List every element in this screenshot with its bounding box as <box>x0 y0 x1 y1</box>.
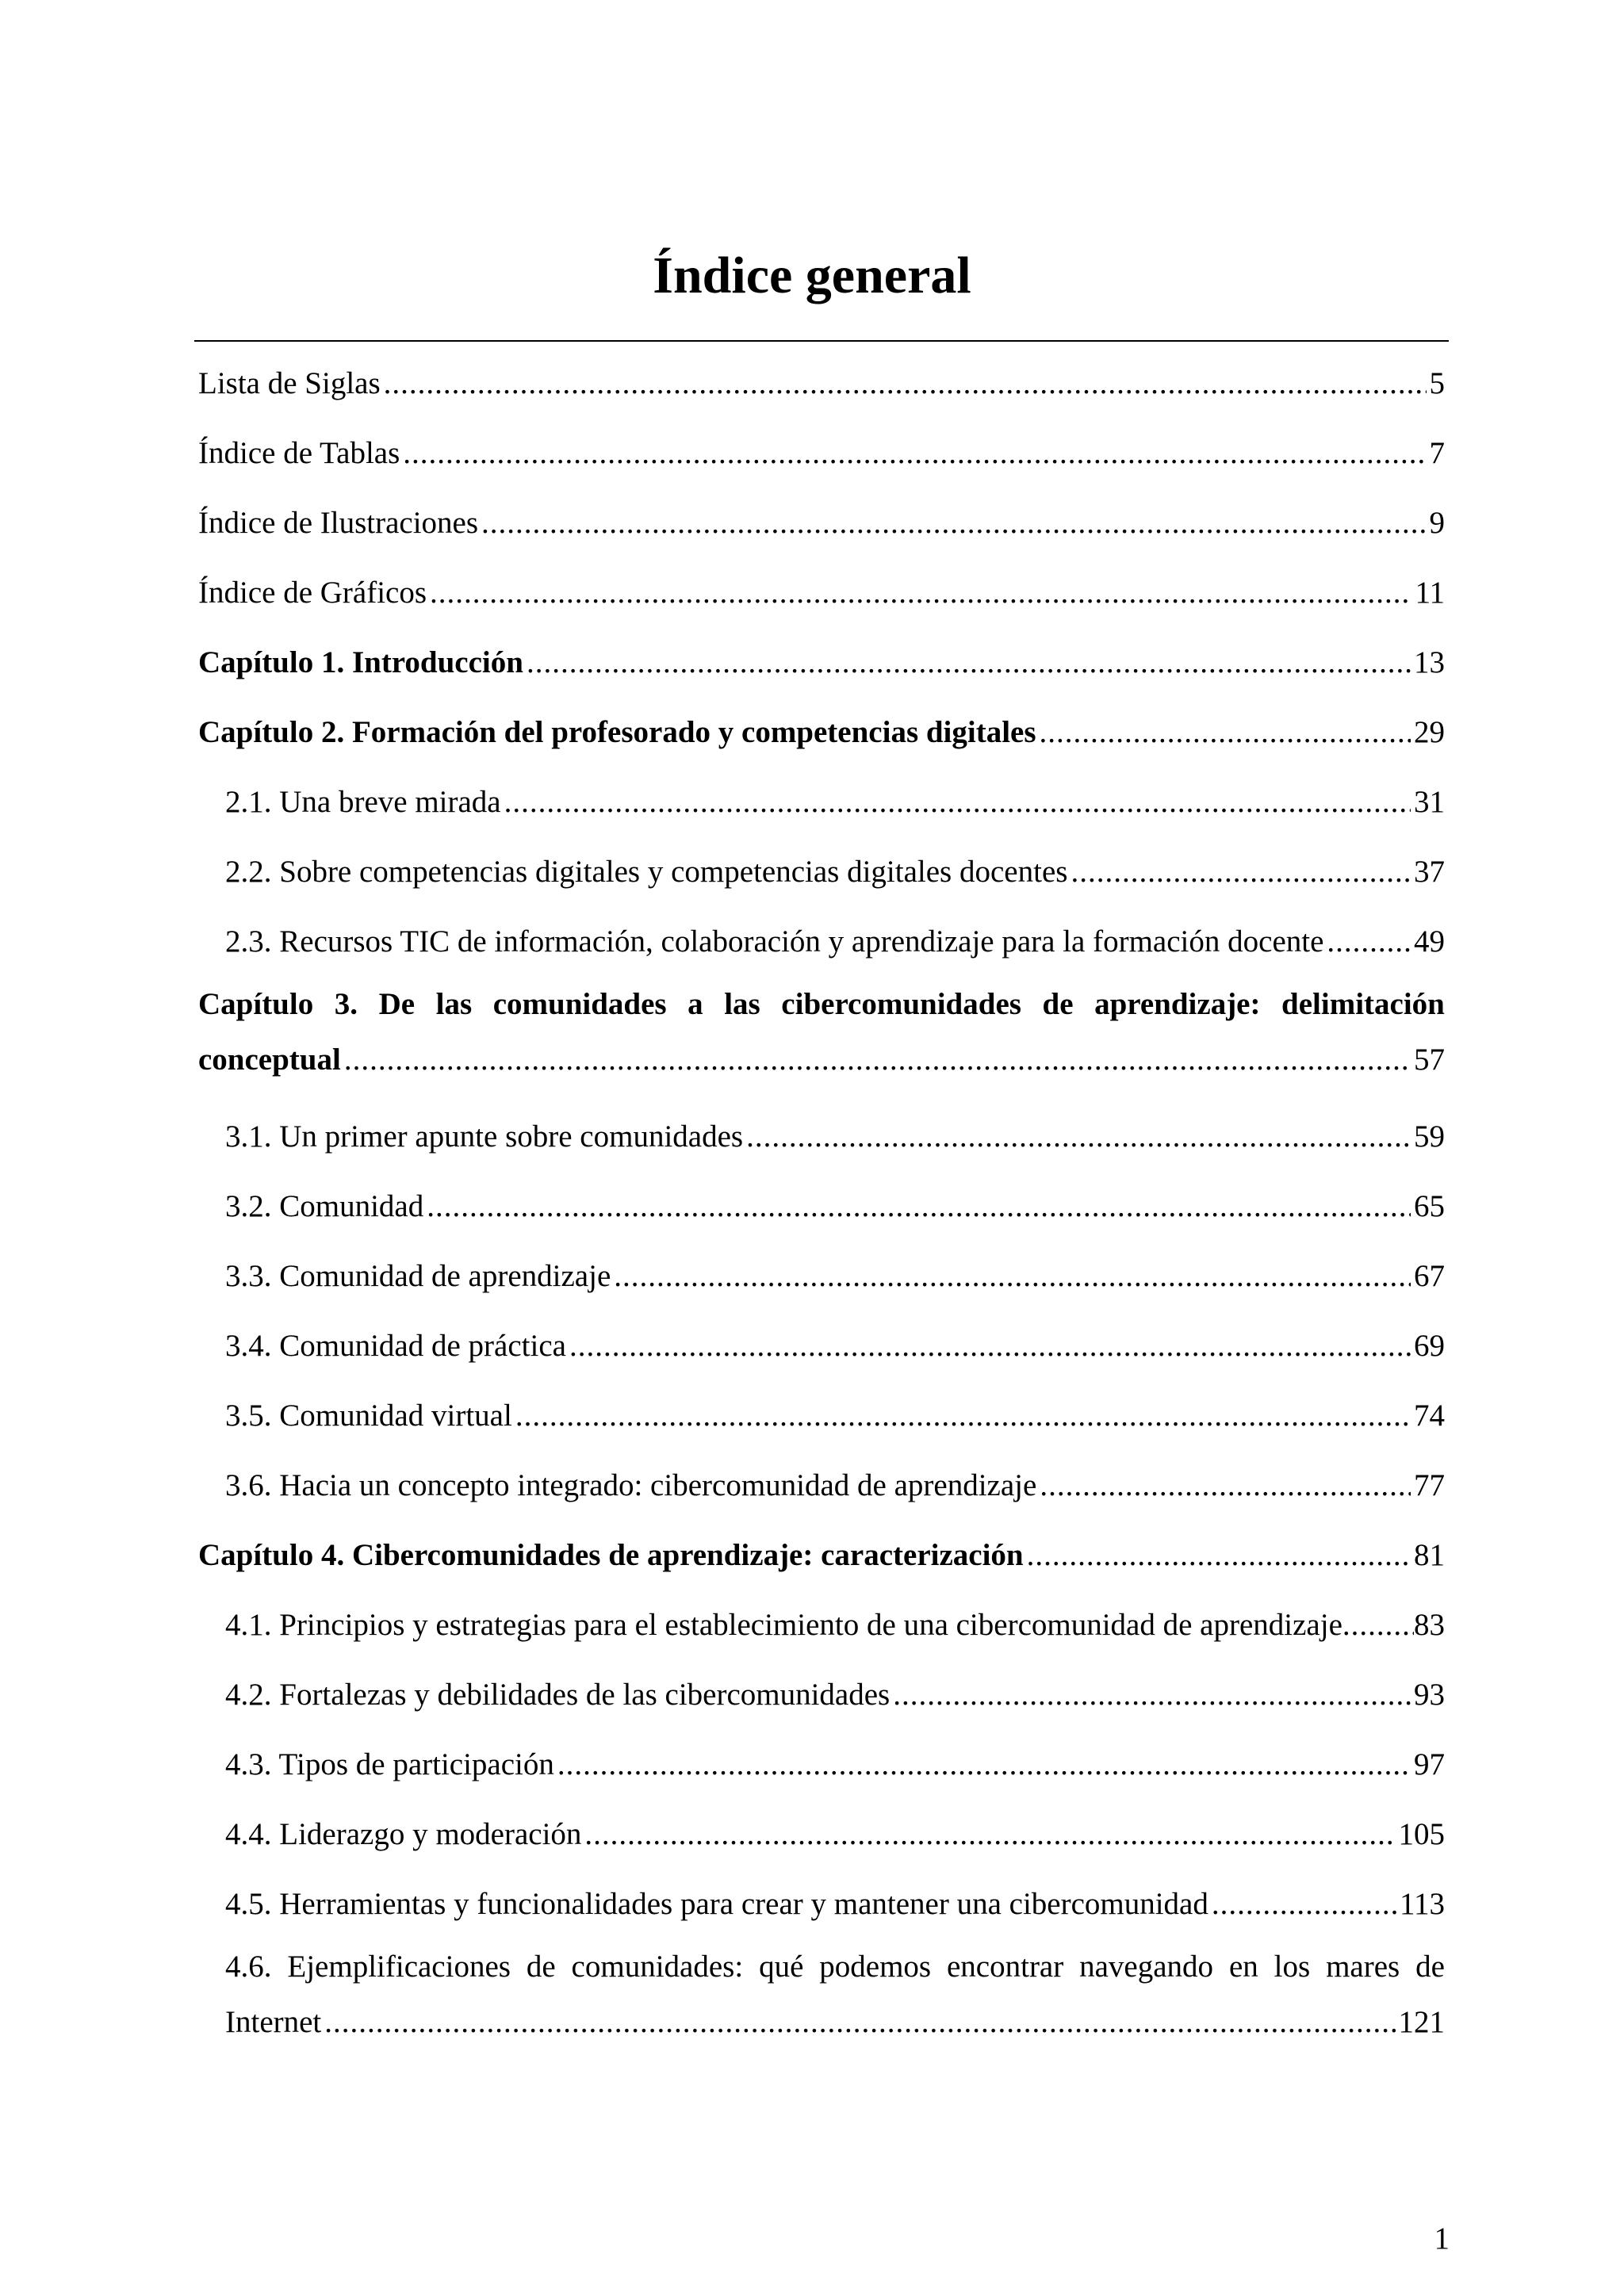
toc-page-number: 37 <box>1414 855 1445 889</box>
toc-entry-capitulo-1[interactable] <box>198 628 1445 698</box>
toc-entry-section-3-4[interactable] <box>198 1311 1445 1381</box>
toc-title-word: de <box>526 1950 556 1984</box>
page-number: 1 <box>1434 2221 1450 2256</box>
toc-entry-title: 3.4. Comunidad de práctica <box>225 1329 566 1363</box>
toc-entry-indice-de-graficos[interactable] <box>198 558 1445 628</box>
toc-title-word: mares <box>1326 1950 1400 1984</box>
toc-entry-capitulo-4[interactable] <box>198 1521 1445 1590</box>
page-title: Índice general <box>653 247 971 304</box>
toc-page-number: 5 <box>1429 366 1445 400</box>
toc-entry-section-4-4[interactable] <box>198 1800 1445 1869</box>
toc-entry-title: Lista de Siglas <box>198 366 381 400</box>
toc-page-number: 81 <box>1414 1538 1445 1572</box>
toc-page-number: 121 <box>1398 2005 1445 2039</box>
toc-dot-leader <box>481 488 1426 558</box>
toc-page-number: 49 <box>1414 924 1445 959</box>
toc-page-number: 57 <box>1414 1043 1445 1077</box>
toc-title-word: 4.6. <box>225 1950 272 1984</box>
toc-title-word: a <box>688 987 703 1021</box>
toc-title-word: las <box>435 987 473 1021</box>
toc-dot-leader <box>1040 1451 1411 1521</box>
toc-entry-title: 3.2. Comunidad <box>225 1189 424 1223</box>
toc-entry-title-line-2: Internet <box>225 2005 322 2039</box>
toc-dot-leader <box>1040 698 1411 767</box>
toc-entry-title: 3.3. Comunidad de aprendizaje <box>225 1259 611 1293</box>
toc-title-word: De <box>378 987 416 1021</box>
toc-entry-title: 4.1. Principios y estrategias para el establecimiento de una cibercomunidad de aprendizaje <box>225 1608 1342 1642</box>
toc-title-word: Ejemplificaciones <box>287 1950 511 1984</box>
toc-dot-leader <box>1327 907 1411 977</box>
toc-page-number: 69 <box>1414 1329 1445 1363</box>
toc-title-word: comunidades <box>492 987 667 1021</box>
toc-entry-section-3-6[interactable] <box>198 1451 1445 1521</box>
toc-page-number: 65 <box>1414 1189 1445 1223</box>
toc-entry-capitulo-2[interactable] <box>198 698 1445 767</box>
toc-dot-leader <box>344 1032 1411 1088</box>
toc-entry-title: 4.2. Fortalezas y debilidades de las cibercomunidades <box>225 1678 891 1712</box>
toc-entry-title: Índice de Tablas <box>198 436 400 470</box>
toc-page-number: 97 <box>1414 1747 1445 1781</box>
toc-dot-leader <box>614 1242 1411 1311</box>
toc-dot-leader <box>515 1381 1411 1451</box>
toc-entry-title: Índice de Gráficos <box>198 576 427 610</box>
toc-dot-leader <box>893 1660 1411 1730</box>
toc-title-word: en <box>1228 1950 1258 1984</box>
toc-entry-section-4-3[interactable] <box>198 1730 1445 1800</box>
toc-entry-title: 3.6. Hacia un concepto integrado: cibercomunidad de aprendizaje <box>225 1468 1037 1502</box>
toc-title-word: Capítulo <box>198 987 314 1021</box>
toc-page-number: 105 <box>1398 1817 1445 1851</box>
toc-entry-title: Capítulo 2. Formación del profesorado y competencias digitales <box>198 715 1036 749</box>
toc-entry-title: 4.3. Tipos de participación <box>225 1747 554 1781</box>
toc-page-number: 74 <box>1414 1399 1445 1433</box>
toc-title-word: las <box>724 987 760 1021</box>
toc-title-word: delimitación <box>1281 987 1445 1021</box>
toc-title-word: comunidades: <box>571 1950 744 1984</box>
toc-dot-leader <box>324 1995 1395 2050</box>
toc-title-word: de <box>1415 1950 1445 1984</box>
toc-entry-section-2-2[interactable] <box>198 837 1445 907</box>
toc-entry-section-3-5[interactable] <box>198 1381 1445 1451</box>
toc-title-word: aprendizaje: <box>1094 987 1261 1021</box>
toc-title-word: encontrar <box>946 1950 1064 1984</box>
toc-entry-section-4-6[interactable] <box>198 1939 1445 2050</box>
toc-entry-title: 4.5. Herramientas y funcionalidades para crear y mantener una cibercomunidad <box>225 1887 1208 1921</box>
toc-dot-leader <box>427 1172 1411 1242</box>
toc-entry-section-4-5[interactable] <box>198 1869 1445 1939</box>
toc-dot-leader <box>569 1311 1411 1381</box>
toc-title-word: de <box>1042 987 1074 1021</box>
toc-entry-title: 3.1. Un primer apunte sobre comunidades <box>225 1119 744 1154</box>
toc-page-number: 11 <box>1415 576 1445 610</box>
toc-entry-title: Capítulo 4. Cibercomunidades de aprendizaje: caracterización <box>198 1538 1024 1572</box>
toc-entry-title: 2.2. Sobre competencias digitales y competencias digitales docentes <box>225 855 1068 889</box>
toc-page-number: 29 <box>1414 715 1445 749</box>
toc-entry-title: 2.1. Una breve mirada <box>225 785 501 819</box>
toc-entry-title: 4.4. Liderazgo y moderación <box>225 1817 582 1851</box>
toc-entry-title: Capítulo 1. Introducción <box>198 645 523 679</box>
toc-title-word: qué <box>759 1950 804 1984</box>
toc-page-number: 7 <box>1429 436 1445 470</box>
toc-page-number: 93 <box>1414 1678 1445 1712</box>
table-of-contents <box>198 349 1445 2064</box>
toc-dot-leader <box>504 767 1411 837</box>
toc-title-word: cibercomunidades <box>781 987 1021 1021</box>
toc-dot-leader <box>384 349 1427 419</box>
toc-entry-title-line-1 <box>225 1939 1445 1995</box>
toc-dot-leader <box>430 558 1411 628</box>
toc-page-number: 77 <box>1414 1468 1445 1502</box>
toc-dot-leader <box>1342 1590 1414 1660</box>
toc-entry-indice-de-ilustraciones[interactable] <box>198 488 1445 558</box>
toc-title-word: 3. <box>334 987 358 1021</box>
toc-dot-leader <box>584 1800 1395 1869</box>
toc-entry-title: Índice de Ilustraciones <box>198 506 479 540</box>
toc-dot-leader <box>527 628 1411 698</box>
toc-page-number: 13 <box>1414 645 1445 679</box>
toc-page-number: 9 <box>1429 506 1445 540</box>
toc-entry-title-line-1 <box>198 977 1445 1032</box>
toc-title-word: podemos <box>819 1950 932 1984</box>
toc-entry-title-line-2: conceptual <box>198 1043 341 1077</box>
title-divider <box>194 340 1449 342</box>
toc-page-number: 83 <box>1414 1608 1445 1642</box>
toc-entry-section-3-2[interactable] <box>198 1172 1445 1242</box>
toc-entry-section-2-3[interactable] <box>198 907 1445 977</box>
toc-entry-title: 2.3. Recursos TIC de información, colaboración y aprendizaje para la formación docente <box>225 924 1324 959</box>
toc-entry-lista-de-siglas[interactable] <box>198 349 1445 419</box>
toc-entry-indice-de-tablas[interactable] <box>198 419 1445 488</box>
toc-entry-section-4-1[interactable] <box>198 1590 1445 1660</box>
toc-title-word: los <box>1274 1950 1311 1984</box>
toc-entry-section-2-1[interactable] <box>198 767 1445 837</box>
toc-entry-title: 3.5. Comunidad virtual <box>225 1399 512 1433</box>
toc-page-number: 59 <box>1414 1119 1445 1154</box>
toc-entry-section-3-1[interactable] <box>198 1102 1445 1172</box>
toc-page-number: 67 <box>1414 1259 1445 1293</box>
toc-page-number: 31 <box>1414 785 1445 819</box>
toc-dot-leader <box>403 419 1426 488</box>
toc-page-number: 113 <box>1399 1887 1445 1921</box>
toc-dot-leader <box>1027 1521 1411 1590</box>
toc-entry-section-4-2[interactable] <box>198 1660 1445 1730</box>
toc-dot-leader <box>557 1730 1411 1800</box>
toc-entry-section-3-3[interactable] <box>198 1242 1445 1311</box>
toc-entry-capitulo-3[interactable] <box>198 977 1445 1088</box>
toc-dot-leader <box>1212 1869 1396 1939</box>
toc-dot-leader <box>746 1102 1411 1172</box>
toc-dot-leader <box>1071 837 1411 907</box>
toc-title-word: navegando <box>1079 1950 1214 1984</box>
